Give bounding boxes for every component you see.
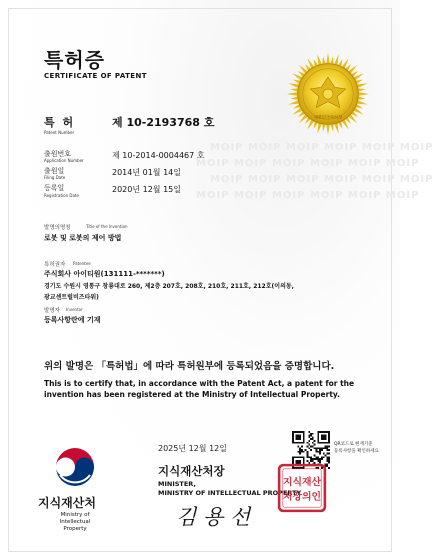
certificate-title-en: CERTIFICATE OF PATENT <box>44 72 147 80</box>
seal-ray <box>291 88 299 92</box>
qr-cell <box>310 449 312 451</box>
stamp-line1: 지식재산 <box>282 476 322 488</box>
qr-cell <box>321 435 326 440</box>
signature-text: 김 용 선 <box>176 505 251 529</box>
application-number-label: 출원번호 <box>44 150 72 158</box>
patent-number-label: 특 허 <box>44 116 76 129</box>
qr-cell <box>323 456 325 458</box>
certification-text-ko: 위의 발명은 「특허법」에 따라 특허원부에 등록되었음을 증명합니다. <box>44 361 335 372</box>
qr-cell <box>306 456 308 458</box>
seal-ray <box>326 53 330 64</box>
filing-date-label-en: Filing Date <box>44 175 66 180</box>
qr-cell <box>310 456 312 458</box>
registration-date-value: 2020년 12월 15일 <box>112 185 181 194</box>
qr-cell <box>328 467 330 469</box>
qr-cell <box>326 449 328 451</box>
seal-ray <box>287 92 298 96</box>
qr-cell <box>326 453 328 455</box>
patent-number-label-en: Patent Number <box>44 130 75 135</box>
qr-cell <box>310 433 312 435</box>
qr-cell <box>312 438 314 440</box>
qr-cell <box>312 436 314 438</box>
qr-note <box>334 441 384 455</box>
qr-cell <box>326 445 328 447</box>
seal-ray <box>358 92 369 96</box>
qr-cell <box>328 449 330 451</box>
minister-title-ko: 지식재산처장 <box>158 464 225 478</box>
official-stamp-icon <box>276 462 328 514</box>
issue-date: 2025년 12월 12일 <box>158 444 227 453</box>
qr-cell <box>321 456 323 458</box>
seal-ray <box>358 88 366 92</box>
qr-cell <box>306 455 308 457</box>
filing-date-value: 2014년 01월 14일 <box>112 168 181 177</box>
qr-cell <box>317 458 319 460</box>
qr-cell <box>306 442 308 444</box>
organization-name-en-line2: Intellectual Property <box>59 519 91 532</box>
qr-cell <box>325 445 327 447</box>
qr-cell <box>319 451 321 453</box>
qr-cell <box>325 455 327 457</box>
seal-ray <box>288 100 299 105</box>
qr-cell <box>299 447 301 449</box>
qr-cell <box>310 435 312 437</box>
patentee-address-line1: 경기도 수원시 영통구 창룡대로 260, 제2층 207호, 208호, 210호, 211호, 212호(이의동, <box>44 283 294 290</box>
watermark-line: MOIP MOIP MOIP MOIP MOIP MOIP <box>210 174 433 185</box>
qr-cell <box>312 433 314 435</box>
watermark-line: MOIP MOIP MOIP MOIP MOIP MOIP <box>196 190 420 201</box>
qr-cell <box>328 445 330 447</box>
qr-cell <box>317 447 319 449</box>
qr-cell <box>326 458 328 460</box>
seal-ray <box>322 124 326 132</box>
qr-cell <box>305 449 307 451</box>
invention-title: 로봇 및 로봇의 제어 방법 <box>44 234 122 242</box>
qr-note-line2: 등록사항을 확인하세요 <box>334 449 379 454</box>
qr-cell <box>310 445 312 447</box>
qr-cell <box>312 445 314 447</box>
qr-cell <box>314 440 316 442</box>
qr-note-line1: QR코드로 현재기준 <box>334 442 373 447</box>
qr-cell <box>314 458 316 460</box>
qr-cell <box>297 451 299 453</box>
qr-cell <box>301 449 303 451</box>
seal-ray <box>330 124 334 132</box>
minister-title-en-line1: MINISTER, <box>158 480 196 488</box>
patentee-label: 특허권자 <box>44 262 66 268</box>
qr-cell <box>325 447 327 449</box>
qr-cell <box>308 436 310 438</box>
seal-ray <box>326 124 330 135</box>
qr-cell <box>321 447 323 449</box>
qr-cell <box>323 447 325 449</box>
qr-cell <box>299 453 301 455</box>
qr-cell <box>301 445 303 447</box>
qr-cell <box>306 453 308 455</box>
seal-ray <box>330 57 334 65</box>
qr-cell <box>326 447 328 449</box>
organization-name-en <box>50 512 100 533</box>
handwritten-signature <box>172 500 272 530</box>
filing-date-label: 출원일 <box>44 167 65 175</box>
qr-cell <box>316 449 318 451</box>
seal-ray <box>317 123 322 134</box>
qr-cell <box>312 458 314 460</box>
invention-label-en: Title of the Invention <box>86 224 128 229</box>
qr-cell <box>308 431 310 433</box>
organization-name-en-line1: Ministry of <box>60 512 90 518</box>
registration-date-label-en: Registration Date <box>44 193 79 198</box>
seal-ray <box>358 96 366 100</box>
qr-cell <box>321 458 323 460</box>
qr-cell <box>319 447 321 449</box>
stamp-line2: 처장의인 <box>282 491 322 503</box>
application-number-value: 제 10-2014-0004467 호 <box>112 151 205 160</box>
qr-cell <box>310 458 312 460</box>
inventor-label: 발명자 <box>44 308 60 314</box>
minister-title-en-line2: MINISTRY OF INTELLECTUAL PROPERTY <box>158 489 302 497</box>
seal-caption: 대한민국특허청 <box>313 114 343 120</box>
inventor-value: 등록사항란에 기재 <box>44 316 101 324</box>
registration-date-label: 등록일 <box>44 184 65 192</box>
qr-cell <box>306 451 308 453</box>
qr-cell <box>317 451 319 453</box>
qr-cell <box>321 449 323 451</box>
qr-cell <box>316 458 318 460</box>
qr-cell <box>308 444 310 446</box>
application-number-label-en: Application Number <box>44 158 84 163</box>
watermark-line: MOIP MOIP MOIP MOIP MOIP MOIP <box>196 158 420 169</box>
qr-cell <box>299 451 301 453</box>
qr-cell <box>326 456 328 458</box>
seal-ray <box>357 100 368 105</box>
qr-cell <box>316 456 318 458</box>
seal-ray <box>291 96 299 100</box>
qr-cell <box>328 458 330 460</box>
qr-cell <box>319 453 321 455</box>
qr-cell <box>303 451 305 453</box>
qr-cell <box>301 451 303 453</box>
qr-cell <box>296 435 301 440</box>
qr-cell <box>328 453 330 455</box>
qr-cell <box>323 453 325 455</box>
qr-cell <box>306 445 308 447</box>
seal-ray <box>334 123 339 134</box>
qr-cell <box>299 449 301 451</box>
qr-cell <box>316 451 318 453</box>
gold-seal-icon <box>286 52 370 136</box>
qr-cell <box>308 447 310 449</box>
taegeuk-logo-icon <box>50 442 100 492</box>
inventor-label-en: Inventor <box>66 307 83 312</box>
qr-cell <box>319 458 321 460</box>
watermark-line: MOIP MOIP MOIP MOIP MOIP MOIP <box>210 142 433 153</box>
qr-cell <box>297 445 299 447</box>
certification-text-en: This is to certify that, in accordance with the Patent Act, a patent for the invention has been registered at the Ministry of Intellectual Property. <box>44 379 355 399</box>
seal-ray <box>322 57 326 65</box>
patent-number-value: 제 10-2193768 호 <box>112 116 215 129</box>
organization-name-ko: 지식재산처 <box>38 496 96 510</box>
qr-cell <box>310 438 312 440</box>
qr-cell <box>314 447 316 449</box>
qr-cell <box>308 440 310 442</box>
qr-cell <box>312 442 314 444</box>
qr-cell <box>328 462 330 464</box>
qr-cell <box>314 444 316 446</box>
qr-cell <box>308 435 310 437</box>
certificate-title-ko: 특허증 <box>44 48 105 72</box>
invention-label: 발명의명칭 <box>44 225 71 231</box>
seal-ray <box>288 83 299 88</box>
qr-cell <box>328 456 330 458</box>
patentee-label-en: Patentee <box>73 261 91 266</box>
seal-ray <box>357 83 368 88</box>
qr-cell <box>319 449 321 451</box>
patentee-name: 주식회사 아이티원(131111-*******) <box>44 270 165 278</box>
qr-cell <box>314 455 316 457</box>
qr-cell <box>317 456 319 458</box>
qr-cell <box>316 447 318 449</box>
seal-ray <box>317 54 322 65</box>
seal-ray <box>334 54 339 65</box>
patentee-address-line2: 광교센트럴비즈타워) <box>44 294 99 301</box>
qr-cell <box>328 460 330 462</box>
qr-cell <box>308 456 310 458</box>
